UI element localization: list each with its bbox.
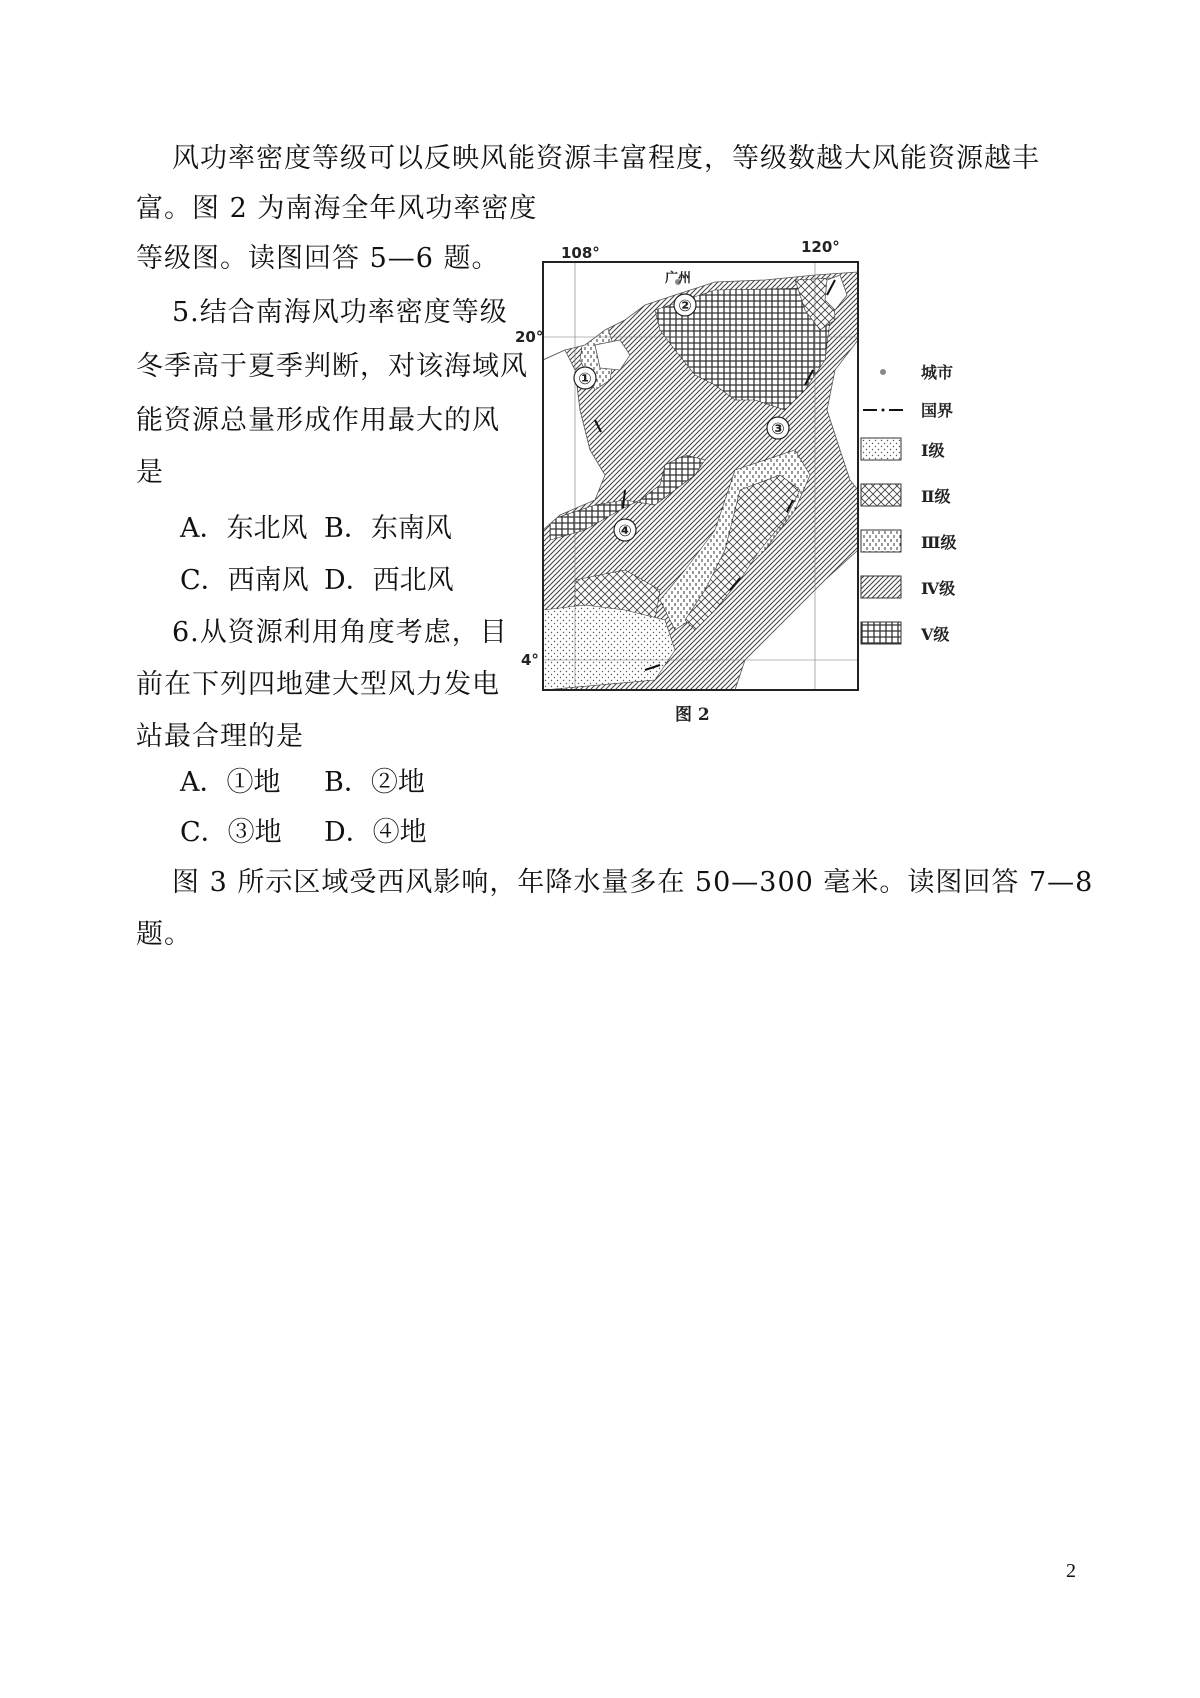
- wind-power-density-map-figure: [515, 238, 1095, 790]
- lon-label-left: 108°: [561, 244, 600, 262]
- q5-line-4: 是: [136, 457, 164, 488]
- q6-line-2: 前在下列四地建大型风力发电: [136, 669, 500, 700]
- q5-line-2: 冬季高于夏季判断，对该海域风: [136, 351, 528, 382]
- q6-line-1: 6.从资源利用角度考虑，目: [172, 617, 508, 648]
- svg-text:Ⅳ级: Ⅳ级: [921, 579, 956, 598]
- svg-text:④: ④: [618, 521, 632, 540]
- lat-label-top: 20°: [515, 328, 544, 346]
- legend-level-v: [861, 622, 949, 644]
- marker-4: [614, 519, 636, 541]
- svg-text:①: ①: [578, 369, 592, 388]
- q5-line-3: 能资源总量形成作用最大的风: [136, 405, 500, 436]
- q6-option-a[interactable]: A．①地: [180, 767, 281, 798]
- svg-text:Ⅲ级: Ⅲ级: [921, 533, 957, 552]
- svg-text:城市: 城市: [921, 363, 954, 382]
- page-number: 2: [1066, 1560, 1076, 1582]
- q5-option-a[interactable]: A．东北风: [180, 513, 308, 544]
- q6-option-d[interactable]: D．④地: [324, 817, 427, 848]
- q6-line-3: 站最合理的是: [136, 721, 304, 752]
- legend-city: [880, 363, 953, 382]
- q6-option-c[interactable]: C．③地: [180, 817, 282, 848]
- marker-3: [767, 417, 789, 439]
- legend-level-iii: [861, 530, 957, 552]
- city-label-guangzhou: 广州: [665, 271, 692, 286]
- q5-option-d[interactable]: D．西北风: [324, 565, 454, 596]
- legend-border: [863, 401, 953, 420]
- wind-power-map: [515, 238, 1095, 790]
- svg-text:Ⅰ级: Ⅰ级: [921, 441, 945, 460]
- svg-text:国界: 国界: [921, 401, 954, 420]
- svg-text:Ⅴ级: Ⅴ级: [921, 625, 950, 644]
- q5-option-c[interactable]: C．西南风: [180, 565, 309, 596]
- intro-line-2: 富。图 2 为南海全年风功率密度: [136, 193, 538, 224]
- q5-line-1: 5.结合南海风功率密度等级: [172, 297, 508, 328]
- svg-text:③: ③: [771, 419, 785, 438]
- q5-option-b[interactable]: B．东南风: [324, 513, 452, 544]
- legend-level-ii: [861, 484, 951, 506]
- intro2-line-1: 图 3 所示区域受西风影响，年降水量多在 50—300 毫米。读图回答 7—8: [172, 867, 1094, 898]
- map-legend: [861, 363, 957, 644]
- intro2-line-2: 题。: [136, 919, 192, 950]
- legend-level-i: [861, 438, 945, 460]
- map-zone-level-i: [543, 605, 675, 690]
- q6-option-b[interactable]: B．②地: [324, 767, 425, 798]
- marker-1: [574, 367, 596, 389]
- legend-level-iv: [861, 576, 955, 598]
- lat-label-bottom: 4°: [521, 651, 539, 669]
- svg-text:②: ②: [678, 296, 692, 315]
- intro-line-1: 风功率密度等级可以反映风能资源丰富程度，等级数越大风能资源越丰: [172, 143, 1040, 174]
- marker-2: [674, 294, 696, 316]
- figure-caption: 图 2: [675, 705, 710, 725]
- intro-line-3: 等级图。读图回答 5—6 题。: [136, 243, 500, 274]
- svg-text:Ⅱ级: Ⅱ级: [921, 487, 951, 506]
- lon-label-right: 120°: [801, 238, 840, 256]
